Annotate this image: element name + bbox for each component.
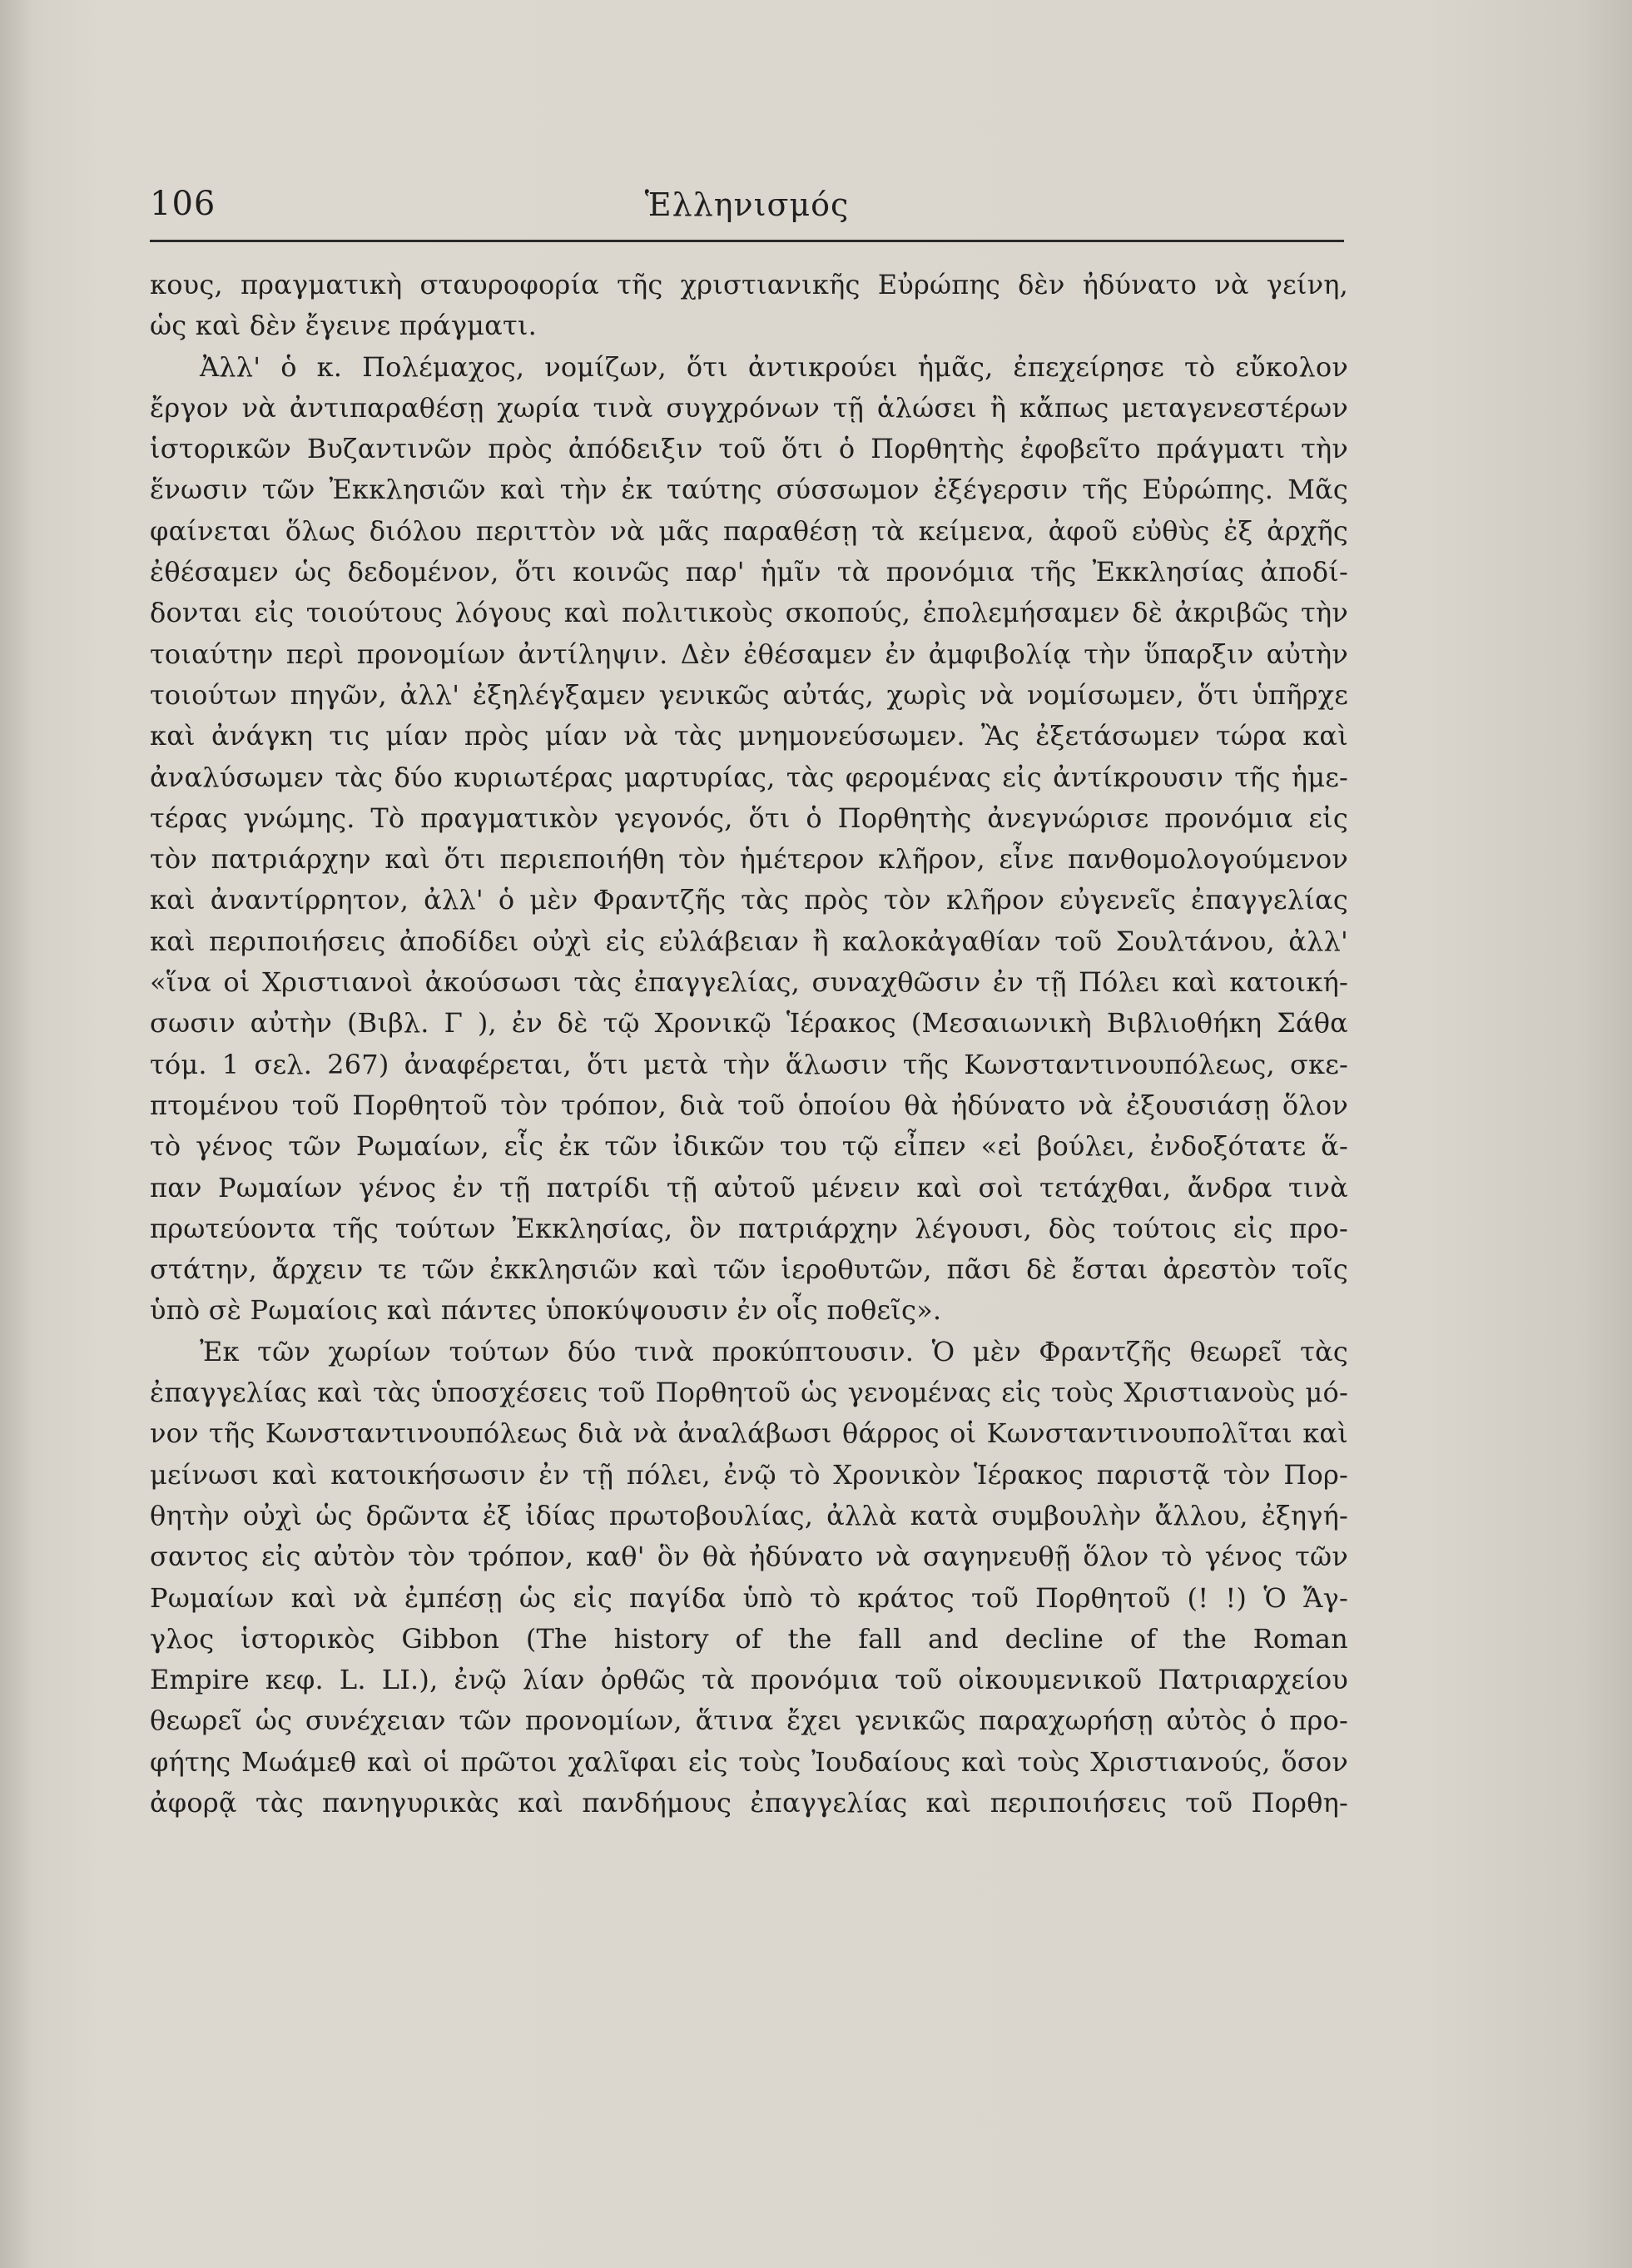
text-line: πρωτεύοντα τῆς τούτων Ἐκκλησίας, ὃν πατριάρχην λέγουσι, δὸς τούτοις εἰς προ- <box>150 1212 1348 1244</box>
text-line: παν Ρωμαίων γένος ἐν τῇ πατρίδι τῇ αὐτοῦ μένειν καὶ σοὶ τετάχθαι, ἄνδρα τινὰ <box>150 1171 1348 1203</box>
body-text <box>150 265 1348 1824</box>
text-line: Ἐκ τῶν χωρίων τούτων δύο τινὰ προκύπτουσιν. Ὁ μὲν Φραντζῆς θεωρεῖ τὰς <box>200 1335 1348 1367</box>
text-line: Empire κεφ. L. LI.), ἐνῷ λίαν ὀρθῶς τὰ προνόμια τοῦ οἰκουμενικοῦ Πατριαρχείου <box>150 1664 1348 1696</box>
text-line: καὶ ἀνάγκη τις μίαν πρὸς μίαν νὰ τὰς μνημονεύσωμεν. Ἂς ἐξετάσωμεν τώρα καὶ <box>150 720 1348 752</box>
page-number: 106 <box>150 185 216 223</box>
text-line: τόμ. 1 σελ. 267) ἀναφέρεται, ὅτι μετὰ τὴν ἅλωσιν τῆς Κωνσταντινουπόλεως, σκε- <box>150 1048 1348 1080</box>
text-line: ἀναλύσωμεν τὰς δύο κυριωτέρας μαρτυρίας, τὰς φερομένας εἰς ἀντίκρουσιν τῆς ἡμε- <box>150 761 1348 793</box>
text-line: μείνωσι καὶ κατοικήσωσιν ἐν τῇ πόλει, ἐνῷ τὸ Χρονικὸν Ἱέρακος παριστᾷ τὸν Πορ- <box>150 1458 1348 1491</box>
text-line: ἱστορικῶν Βυζαντινῶν πρὸς ἀπόδειξιν τοῦ ὅτι ὁ Πορθητὴς ἐφοβεῖτο πράγματι τὴν <box>150 433 1348 465</box>
text-line: γλος ἱστορικὸς Gibbon (The history of the fall and decline of the Roman <box>150 1622 1348 1655</box>
text-line: ἔργον νὰ ἀντιπαραθέσῃ χωρία τινὰ συγχρόνων τῇ ἁλώσει ἢ κἄπως μεταγενεστέρων <box>150 391 1348 424</box>
text-line: τοιούτων πηγῶν, ἀλλ' ἐξηλέγξαμεν γενικῶς αὐτάς, χωρὶς νὰ νομίσωμεν, ὅτι ὑπῆρχε <box>150 678 1348 711</box>
text-line: σαντος εἰς αὐτὸν τὸν τρόπον, καθ' ὃν θὰ ἠδύνατο νὰ σαγηνευθῇ ὅλον τὸ γένος τῶν <box>150 1541 1348 1573</box>
text-line: τοιαύτην περὶ προνομίων ἀντίληψιν. Δὲν ἐθέσαμεν ἐν ἀμφιβολίᾳ τὴν ὕπαρξιν αὐτὴν <box>150 638 1348 670</box>
text-line: ὡς καὶ δὲν ἔγεινε πράγματι. <box>150 310 538 342</box>
text-line: κους, πραγματικὴ σταυροφορία τῆς χριστιανικῆς Εὐρώπης δὲν ἠδύνατο νὰ γείνη, <box>150 269 1348 300</box>
text-line: φήτης Μωάμεθ καὶ οἱ πρῶτοι χαλῖφαι εἰς τοὺς Ἰουδαίους καὶ τοὺς Χριστιανούς, ὅσον <box>150 1745 1348 1778</box>
text-line: θητὴν οὐχὶ ὡς δρῶντα ἐξ ἰδίας πρωτοβουλίας, ἀλλὰ κατὰ συμβουλὴν ἄλλου, ἐξηγή- <box>150 1499 1348 1531</box>
text-line: καὶ ἀναντίρρητον, ἀλλ' ὁ μὲν Φραντζῆς τὰς πρὸς τὸν κλῆρον εὐγενεῖς ἐπαγγελίας <box>150 884 1348 916</box>
text-line: τὸ γένος τῶν Ρωμαίων, εἷς ἐκ τῶν ἰδικῶν του τῷ εἶπεν «εἰ βούλει, ἐνδοξότατε ἅ- <box>150 1130 1348 1163</box>
page-header <box>150 185 1344 235</box>
text-line: τὸν πατριάρχην καὶ ὅτι περιεποιήθη τὸν ἡμέτερον κλῆρον, εἶνε πανθομολογούμενον <box>150 843 1348 876</box>
text-line: ἀφορᾷ τὰς πανηγυρικὰς καὶ πανδήμους ἐπαγγελίας καὶ περιποιήσεις τοῦ Πορθη- <box>150 1786 1348 1819</box>
text-line: πτομένου τοῦ Πορθητοῦ τὸν τρόπον, διὰ τοῦ ὁποίου θὰ ἠδύνατο νὰ ἐξουσιάσῃ ὅλον <box>150 1089 1348 1121</box>
text-line: «ἵνα οἱ Χριστιανοὶ ἀκούσωσι τὰς ἐπαγγελίας, συναχθῶσιν ἐν τῇ Πόλει καὶ κατοική- <box>150 966 1348 999</box>
text-line: τέρας γνώμης. Τὸ πραγματικὸν γεγονός, ὅτι ὁ Πορθητὴς ἀνεγνώρισε προνόμια εἰς <box>150 801 1348 834</box>
text-line: δονται εἰς τοιούτους λόγους καὶ πολιτικοὺς σκοπούς, ἐπολεμήσαμεν δὲ ἀκριβῶς τὴν <box>150 597 1348 629</box>
text-line: στάτην, ἄρχειν τε τῶν ἐκκλησιῶν καὶ τῶν ἱεροθυτῶν, πᾶσι δὲ ἔσται ἀρεστὸν τοῖς <box>150 1253 1348 1286</box>
text-line: σωσιν αὐτὴν (Βιβλ. Γ ), ἐν δὲ τῷ Χρονικῷ Ἱέρακος (Μεσαιωνικὴ Βιβλιοθήκη Σάθα <box>150 1007 1348 1040</box>
text-line: ἐπαγγελίας καὶ τὰς ὑποσχέσεις τοῦ Πορθητοῦ ὡς γενομένας εἰς τοὺς Χριστιανοὺς μό- <box>150 1377 1348 1409</box>
text-line: ἕνωσιν τῶν Ἐκκλησιῶν καὶ τὴν ἐκ ταύτης σύσσωμον ἐξέγερσιν τῆς Εὐρώπης. Μᾶς <box>150 474 1348 506</box>
text-line: φαίνεται ὅλως διόλου περιττὸν νὰ μᾶς παραθέσῃ τὰ κείμενα, ἀφοῦ εὐθὺς ἐξ ἀρχῆς <box>150 514 1348 547</box>
running-title: Ἑλληνισμός <box>644 186 850 223</box>
header-rule <box>150 240 1344 242</box>
text-line: ἐθέσαμεν ὡς δεδομένον, ὅτι κοινῶς παρ' ἡμῖν τὰ προνόμια τῆς Ἐκκλησίας ἀποδί- <box>150 556 1348 588</box>
text-line: νον τῆς Κωνσταντινουπόλεως διὰ νὰ ἀναλάβωσι θάρρος οἱ Κωνσταντινουπολῖται καὶ <box>150 1417 1348 1450</box>
text-line: ὑπὸ σὲ Ρωμαίοις καὶ πάντες ὑποκύψουσιν ἐν οἷς ποθεῖς». <box>150 1294 942 1327</box>
text-line: θεωρεῖ ὡς συνέχειαν τῶν προνομίων, ἅτινα ἔχει γενικῶς παραχωρήσῃ αὐτὸς ὁ προ- <box>150 1705 1348 1737</box>
text-line: καὶ περιποιήσεις ἀποδίδει οὐχὶ εἰς εὐλάβειαν ἢ καλοκἀγαθίαν τοῦ Σουλτάνου, ἀλλ' <box>150 925 1348 957</box>
text-line: Ἀλλ' ὁ κ. Πολέμαχος, νομίζων, ὅτι ἀντικρούει ἡμᾶς, ἐπεχείρησε τὸ εὔκολον <box>200 350 1348 383</box>
text-line: Ρωμαίων καὶ νὰ ἐμπέσῃ ὡς εἰς παγίδα ὑπὸ τὸ κράτος τοῦ Πορθητοῦ (! !) Ὁ Ἄγ- <box>150 1581 1348 1614</box>
